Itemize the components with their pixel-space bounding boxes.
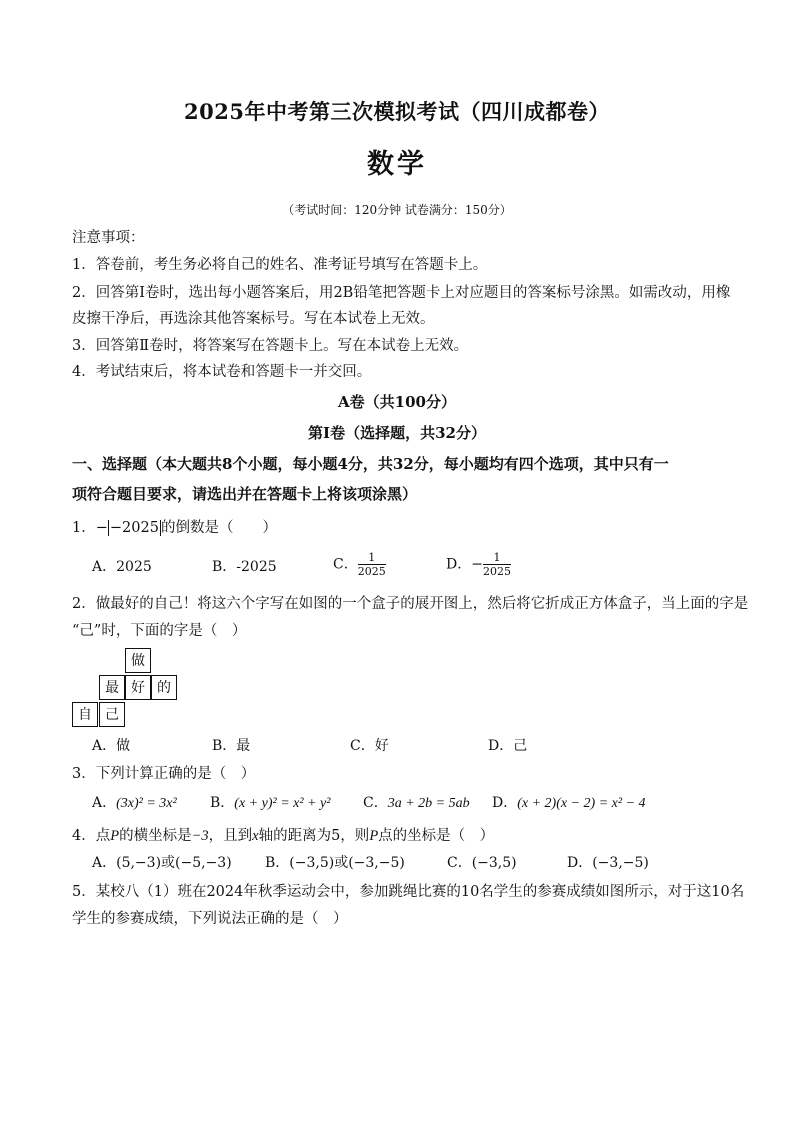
part-one-heading: 第Ⅰ卷（选择题，共32分） bbox=[308, 424, 486, 442]
q3-option-c: C．3a + 2b = 5ab bbox=[363, 795, 470, 811]
question-3-stem: 3．下列计算正确的是（ ） bbox=[72, 766, 256, 782]
q3-option-d: D．(x + 2)(x − 2) = x² − 4 bbox=[492, 795, 646, 811]
q1-option-c: C． $\frac{1}{2025}$ bbox=[333, 551, 386, 578]
volume-a-heading: A卷（共100分） bbox=[338, 393, 456, 411]
net-cell-de: 的 bbox=[151, 675, 177, 700]
net-cell-zuo: 做 bbox=[125, 648, 151, 673]
question-4-stem: 4．点P的横坐标是−3，且到x轴的距离为5，则P点的坐标是（ ） bbox=[72, 828, 495, 844]
q4-option-d: D．(−3,−5) bbox=[567, 855, 649, 871]
question-5-line-1: 5．某校八（1）班在2024年秋季运动会中，参加跳绳比赛的10名学生的参赛成绩如图所示，对于这10名 bbox=[72, 884, 745, 900]
q4-option-b: B．(−3,5)或(−3,−5) bbox=[265, 855, 405, 871]
q2-option-d: D．己 bbox=[488, 738, 528, 754]
question-2-line-2: “己”时，下面的字是（ ） bbox=[72, 623, 247, 639]
question-number: 1． bbox=[72, 520, 96, 536]
exam-title: 2025年中考第三次模拟考试（四川成都卷） bbox=[184, 99, 610, 124]
absolute-value: −2025 bbox=[109, 520, 159, 536]
note-item-3: 3．回答第Ⅱ卷时，将答案写在答题卡上。写在本试卷上无效。 bbox=[72, 338, 469, 354]
question-2-line-1: 2．做最好的自己！将这六个字写在如图的一个盒子的展开图上，然后将它折成正方体盒子，当上面的字是 bbox=[72, 596, 749, 612]
net-cell-zi: 自 bbox=[72, 702, 98, 727]
q2-option-a: A．做 bbox=[92, 738, 131, 754]
fraction: $\frac{1}{2025}$ bbox=[357, 551, 386, 578]
choice-section-heading-2: 项符合题目要求，请选出并在答题卡上将该项涂黑） bbox=[72, 485, 418, 503]
q2-option-c: C．好 bbox=[350, 738, 389, 754]
question-text: 的倒数是（ ） bbox=[160, 520, 277, 536]
fraction: $\frac{1}{2025}$ bbox=[482, 551, 511, 578]
subject-title: 数学 bbox=[367, 149, 427, 180]
q1-option-d: D．− $\frac{1}{2025}$ bbox=[446, 551, 511, 578]
notes-heading: 注意事项： bbox=[72, 230, 145, 246]
net-cell-zui: 最 bbox=[99, 675, 125, 700]
q4-option-c: C．(−3,5) bbox=[447, 855, 517, 871]
q1-option-a: A．2025 bbox=[92, 559, 152, 575]
net-cell-hao: 好 bbox=[125, 675, 151, 700]
exam-info: （考试时间：120分钟 试卷满分：150分） bbox=[282, 203, 512, 217]
q3-option-b: B．(x + y)² = x² + y² bbox=[210, 795, 331, 811]
q4-option-a: A．(5,−3)或(−5,−3) bbox=[92, 855, 232, 871]
cube-net-diagram bbox=[72, 648, 182, 728]
q3-option-a: A．(3x)² = 3x² bbox=[92, 795, 177, 811]
question-5-line-2: 学生的参赛成绩，下列说法正确的是（ ） bbox=[72, 911, 348, 927]
question-1-stem bbox=[72, 518, 277, 538]
q1-option-b: B．-2025 bbox=[212, 559, 277, 575]
note-item-2: 2．回答第Ⅰ卷时，选出每小题答案后，用2B铅笔把答题卡上对应题目的答案标号涂黑。如需改动，用橡 bbox=[72, 285, 731, 301]
note-item-4: 4．考试结束后，将本试卷和答题卡一并交回。 bbox=[72, 364, 372, 380]
q2-option-b: B．最 bbox=[212, 738, 251, 754]
choice-section-heading-1: 一、选择题（本大题共8个小题，每小题4分，共32分，每小题均有四个选项，其中只有一 bbox=[72, 455, 669, 473]
note-item-2-cont: 皮擦干净后，再选涂其他答案标号。写在本试卷上无效。 bbox=[72, 311, 435, 327]
minus-sign: − bbox=[95, 520, 108, 536]
net-cell-ji: 己 bbox=[99, 702, 125, 727]
note-item-1: 1．答卷前，考生务必将自己的姓名、准考证号填写在答题卡上。 bbox=[72, 257, 488, 273]
